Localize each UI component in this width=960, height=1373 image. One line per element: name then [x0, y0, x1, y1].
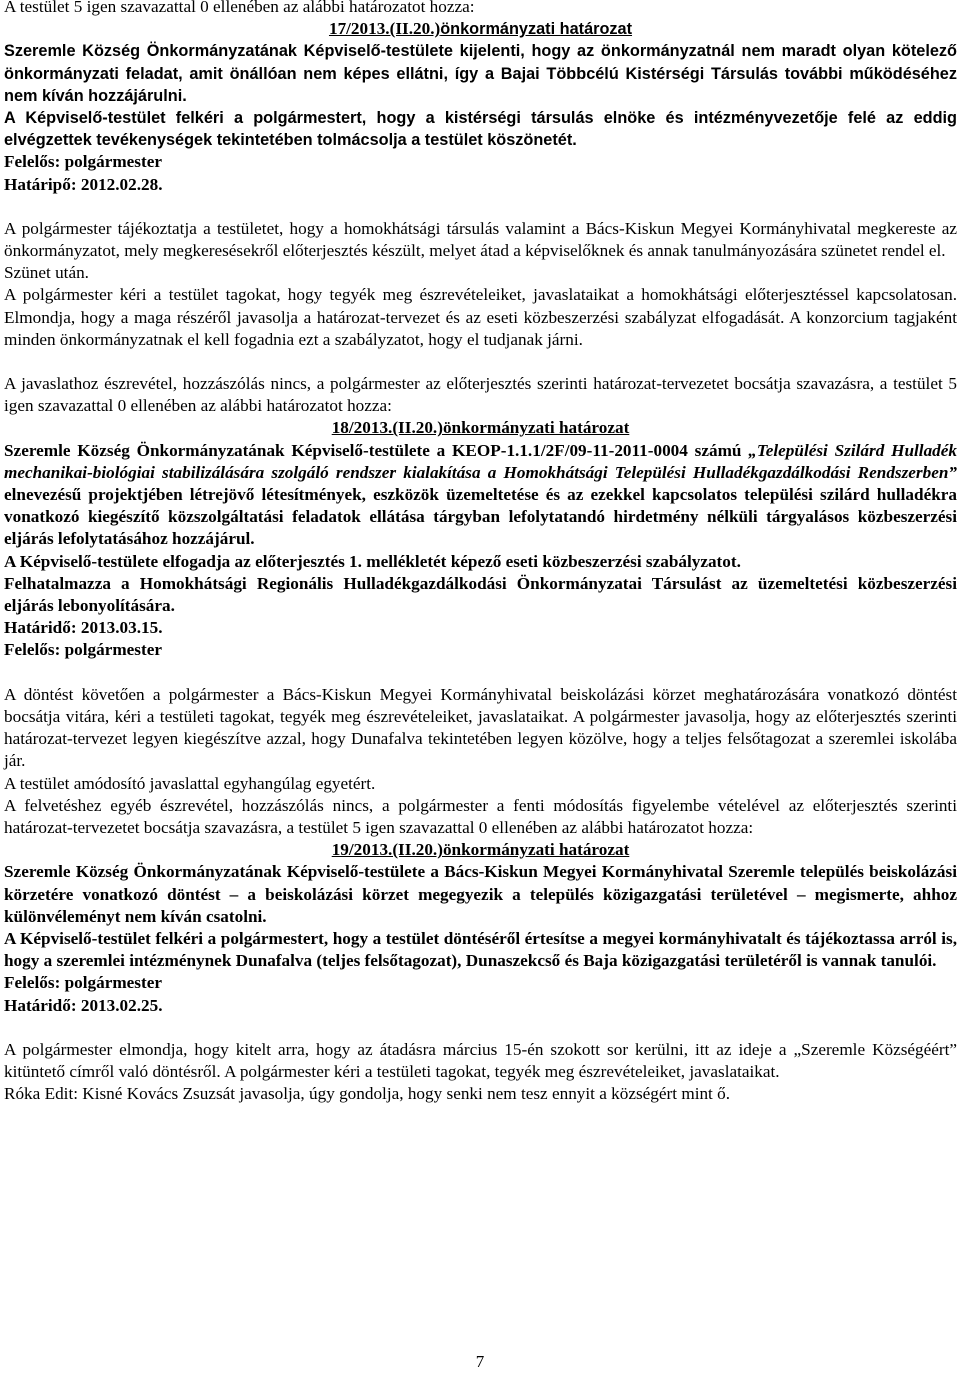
paragraph-school-district: A döntést követően a polgármester a Bács-Kiskun Megyei Kormányhivatal beiskolázási körzet meghatározására vonatkozó döntést bocsátja vitára, kéri a testületi tagokat, tegyék meg észrevételeiket, javaslataikat. A polgármester javasolja, hogy az előterjesztés szerinti határozat-tervezet legyen kiegészítve azzal, hogy Dunafalva tekintetében legyen közölve, hogy a teljes felsőtagozat a szeremlei iskolába jár.	[4, 684, 957, 771]
paragraph-award: A polgármester elmondja, hogy kitelt arra, hogy az átadásra március 15-én szokott sor kerülni, itt az ideje a „Szeremle Községéért” kitüntető címről való döntésről. A polgármester kéri a testületi tagokat, tegyék meg észrevételeiket, javaslataikat.	[4, 1039, 957, 1081]
agreement-line: A testület amódosító javaslattal egyhangúlag egyetért.	[4, 773, 376, 793]
resolution-19-responsible: Felelős: polgármester	[4, 973, 162, 993]
vote-intro-17: A testület 5 igen szavazattal 0 ellenében az alábbi határozatot hozza:	[4, 0, 475, 16]
resolution-17-responsible: Felelős: polgármester	[4, 152, 162, 172]
resolution-18-body-1-rest: elnevezésű projektjében létrejövő létesítmények, eszközök üzemeltetése és az ezekkel kapcsolatos települési szilárd hulladékra vonatkozó kiegészítő közszolgáltatási feladatok ellátása tárgyban lefolytatandó hirdetmény nélküli tárgyalásos közbeszerzési eljárás lefolytatásához hozzájárul.	[4, 485, 957, 549]
resolution-18-title: 18/2013.(II.20.)önkormányzati határozat	[331, 418, 630, 438]
resolution-19-deadline: Határidő: 2013.02.25.	[4, 995, 163, 1015]
resolution-18-body-1-lead: Szeremle Község Önkormányzatának Képviselő-testülete a KEOP-1.1.1/2F/09-11-2011-0004 számú	[4, 440, 749, 460]
resolution-18-body-2: A Képviselő-testülete elfogadja az előterjesztés 1. mellékletét képező eseti közbeszerzési szabályzatot.	[4, 551, 741, 571]
resolution-19-body-1: Szeremle Község Önkormányzatának Képviselő-testülete a Bács-Kiskun Megyei Kormányhivatal Szeremle település beiskolázási körzetére vonatkozó döntést – a beiskolázási körzet megegyezik a település közigazgatási területével – megismerte, ahhoz különvéleményt nem kíván csatolni.	[4, 862, 957, 926]
resolution-17-deadline: Határipő: 2012.02.28.	[4, 174, 163, 194]
resolution-19-body-2: A Képviselő-testület felkéri a polgármestert, hogy a testület döntéséről értesítse a megyei kormányhivatalt és tájékoztassa arról is, hogy a szeremlei intézménynek Dunafalva (teljes felsőtagozat), Dunaszekcső és Baja közigazgatási területéről is vannak tanulói.	[4, 928, 957, 971]
resolution-17-body-1: Szeremle Község Önkormányzatának Képviselő-testülete kijelenti, hogy az önkormányzatnál nem maradt olyan kötelező önkormányzati feladat, amit önállóan nem képes ellátni, így a Bajai Többcélú Kistérségi Társulás további működéséhez nem kíván hozzájárulni.	[4, 42, 957, 105]
vote-intro-18: A javaslathoz észrevétel, hozzászólás nincs, a polgármester az előterjesztés szerinti határozat-tervezetet bocsátja szavazásra, a testület 5 igen szavazattal 0 ellenében az alábbi határozatot hozza:	[4, 374, 957, 416]
resolution-18-project-title: „Települési Szilárd Hulladék mechanikai-biológiai stabilizálására szolgáló rendszer kialakítása a Homokhátsági Települési Hulladékgazdálkodási Rendszerben”	[4, 440, 957, 482]
break-line: Szünet után.	[4, 263, 89, 283]
vote-intro-19: A felvetéshez egyéb észrevétel, hozzászólás nincs, a polgármester a fenti módosítás figyelembe vételével az előterjesztés szerinti határozat-tervezetet bocsátja szavazásra, a testület 5 igen szavazattal 0 ellenében az alábbi határozatot hozza:	[4, 795, 957, 837]
resolution-19-title: 19/2013.(II.20.)önkormányzati határozat	[331, 840, 630, 860]
paragraph-roka-edit: Róka Edit: Kisné Kovács Zsuzsát javasolja, úgy gondolja, hogy senki nem tesz ennyit a községért mint ő.	[4, 1084, 731, 1104]
resolution-18-body-1	[4, 440, 957, 551]
paragraph-homokhatsag-info: A polgármester tájékoztatja a testületet, hogy a homokhátsági társulás valamint a Bács-Kiskun Megyei Kormányhivatal megkereste az önkormányzatot, mely megkeresésekről előterjesztés készült, melyet átad a képviselőknek és annak tanulmányozására szünetet rendel el.	[4, 218, 957, 261]
resolution-18-body-3: Felhatalmazza a Homokhátsági Regionális Hulladékgazdálkodási Önkormányzatai Társulást az üzemeltetési közbeszerzési eljárás lebonyolítására.	[4, 573, 957, 616]
resolution-17-number: 17/2013.(II.20.)	[328, 19, 441, 39]
resolution-18-responsible: Felelős: polgármester	[4, 640, 162, 660]
resolution-17-body-2: A Képviselő-testület felkéri a polgármestert, hogy a kistérségi társulás elnöke és intézményvezetője felé az eddig elvégzettek tevékenységek tekintetében tolmácsolja a testület köszönetét.	[4, 109, 957, 150]
resolution-18-deadline: Határidő: 2013.03.15.	[4, 618, 163, 638]
resolution-17-suffix: önkormányzati határozat	[440, 20, 633, 39]
document-page	[4, 0, 957, 1105]
paragraph-mayor-request: A polgármester kéri a testület tagokat, hogy tegyék meg észrevételeiket, javaslataikat a homokhátsági előterjesztéssel kapcsolatosan. Elmondja, hogy a maga részéről javasolja a határozat-tervezet és az eseti közbeszerzési szabályzat elfogadását. A konzorcium tagjaként minden önkormányzatnak el kell fogadnia ezt a szabályzatot, hogy el tudjanak járni.	[4, 285, 957, 349]
resolution-17-title	[4, 18, 957, 40]
page-number: 7	[475, 1352, 485, 1371]
